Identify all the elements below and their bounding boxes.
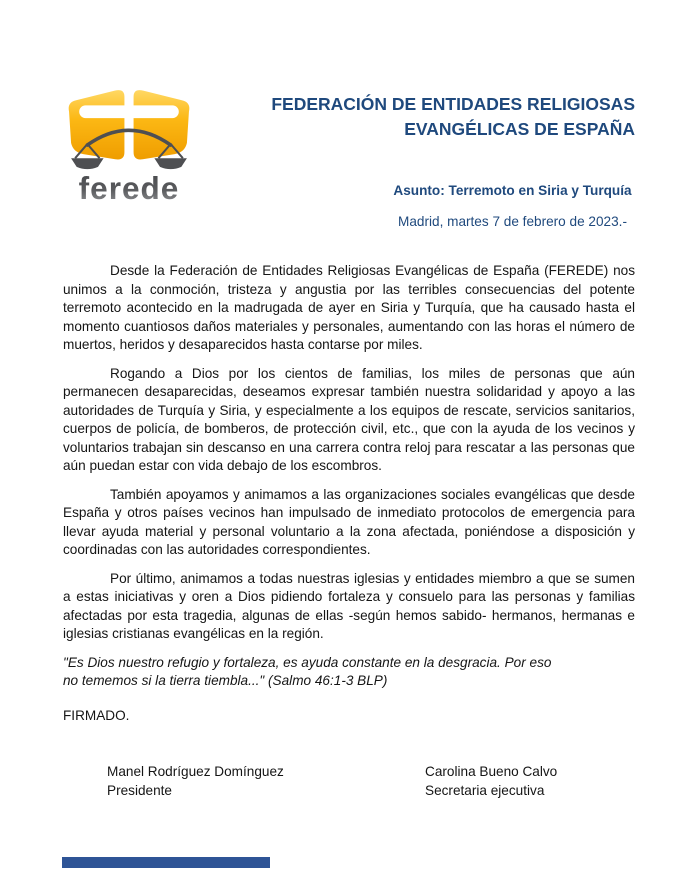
paragraph-3: También apoyamos y animamos a las organizaciones sociales evangélicas que desde España y otros países vecinos han impulsado de inmediato protocolos de emergencia para llevar ayuda material y personal voluntario a la zona afectada, poniéndose a disposición y coordinadas con las autoridades correspondientes. <box>63 486 635 557</box>
scripture-quote: "Es Dios nuestro refugio y fortaleza, es ayuda constante en la desgracia. Por eso no tememos si la tierra tiembla..." (Salmo 46:1-3 BLP) <box>63 654 552 688</box>
paragraph-4: Por último, animamos a todas nuestras iglesias y entidades miembro a que se sumen a estas iniciativas y oren a Dios pidiendo fortaleza y consuelo para las personas y familias afectadas por esta tragedia, algunas de ellas -según hemos sabido- hermanos, hermanas e iglesias cristianas evangélicas en la región. <box>63 570 635 641</box>
signature-president <box>107 762 284 800</box>
org-title <box>210 92 635 142</box>
signature-title: Secretaria ejecutiva <box>425 783 545 798</box>
org-title-line1: FEDERACIÓN DE ENTIDADES RELIGIOSAS <box>271 94 635 114</box>
letter-body <box>63 262 635 701</box>
paragraph-2: Rogando a Dios por los cientos de familias, los miles de personas que aún permanecen desaparecidas, deseamos expresar también nuestra solidaridad y apoyo a las autoridades de Turquía y Siria, y especialmente a los equipos de rescate, servicios sanitarios, cuerpos de policía, de bomberos, de protección civil, etc., que con la ayuda de los vecinos y voluntarios trabajan sin descanso en una carrera contra reloj para rescatar a las personas que aún puedan estar con vida debajo de los escombros. <box>63 365 635 473</box>
signature-name: Carolina Bueno Calvo <box>425 764 558 779</box>
org-title-line2: EVANGÉLICAS DE ESPAÑA <box>404 119 635 139</box>
ferede-logo <box>66 86 192 204</box>
cross-and-scales-icon <box>69 90 190 169</box>
paragraph-1: Desde la Federación de Entidades Religiosas Evangélicas de España (FEREDE) nos unimos a la conmoción, tristeza y angustia por las terribles consecuencias del potente terremoto acontecido en la madrugada de ayer en Siria y Turquía, que ha causado hasta el momento cuantiosos daños materiales y personales, aumentando con las horas el número de muertos, heridos y desaparecidos hasta contarse por miles. <box>63 263 635 352</box>
date-line: Madrid, martes 7 de febrero de 2023.- <box>398 214 627 229</box>
signature-secretary <box>425 762 557 800</box>
signature-title: Presidente <box>107 783 172 798</box>
signature-name: Manel Rodríguez Domínguez <box>107 764 284 779</box>
footer-bar <box>62 857 270 868</box>
signed-label: FIRMADO. <box>63 708 130 723</box>
ferede-wordmark: ferede <box>78 169 180 204</box>
subject-line: Asunto: Terremoto en Siria y Turquía <box>393 183 632 198</box>
